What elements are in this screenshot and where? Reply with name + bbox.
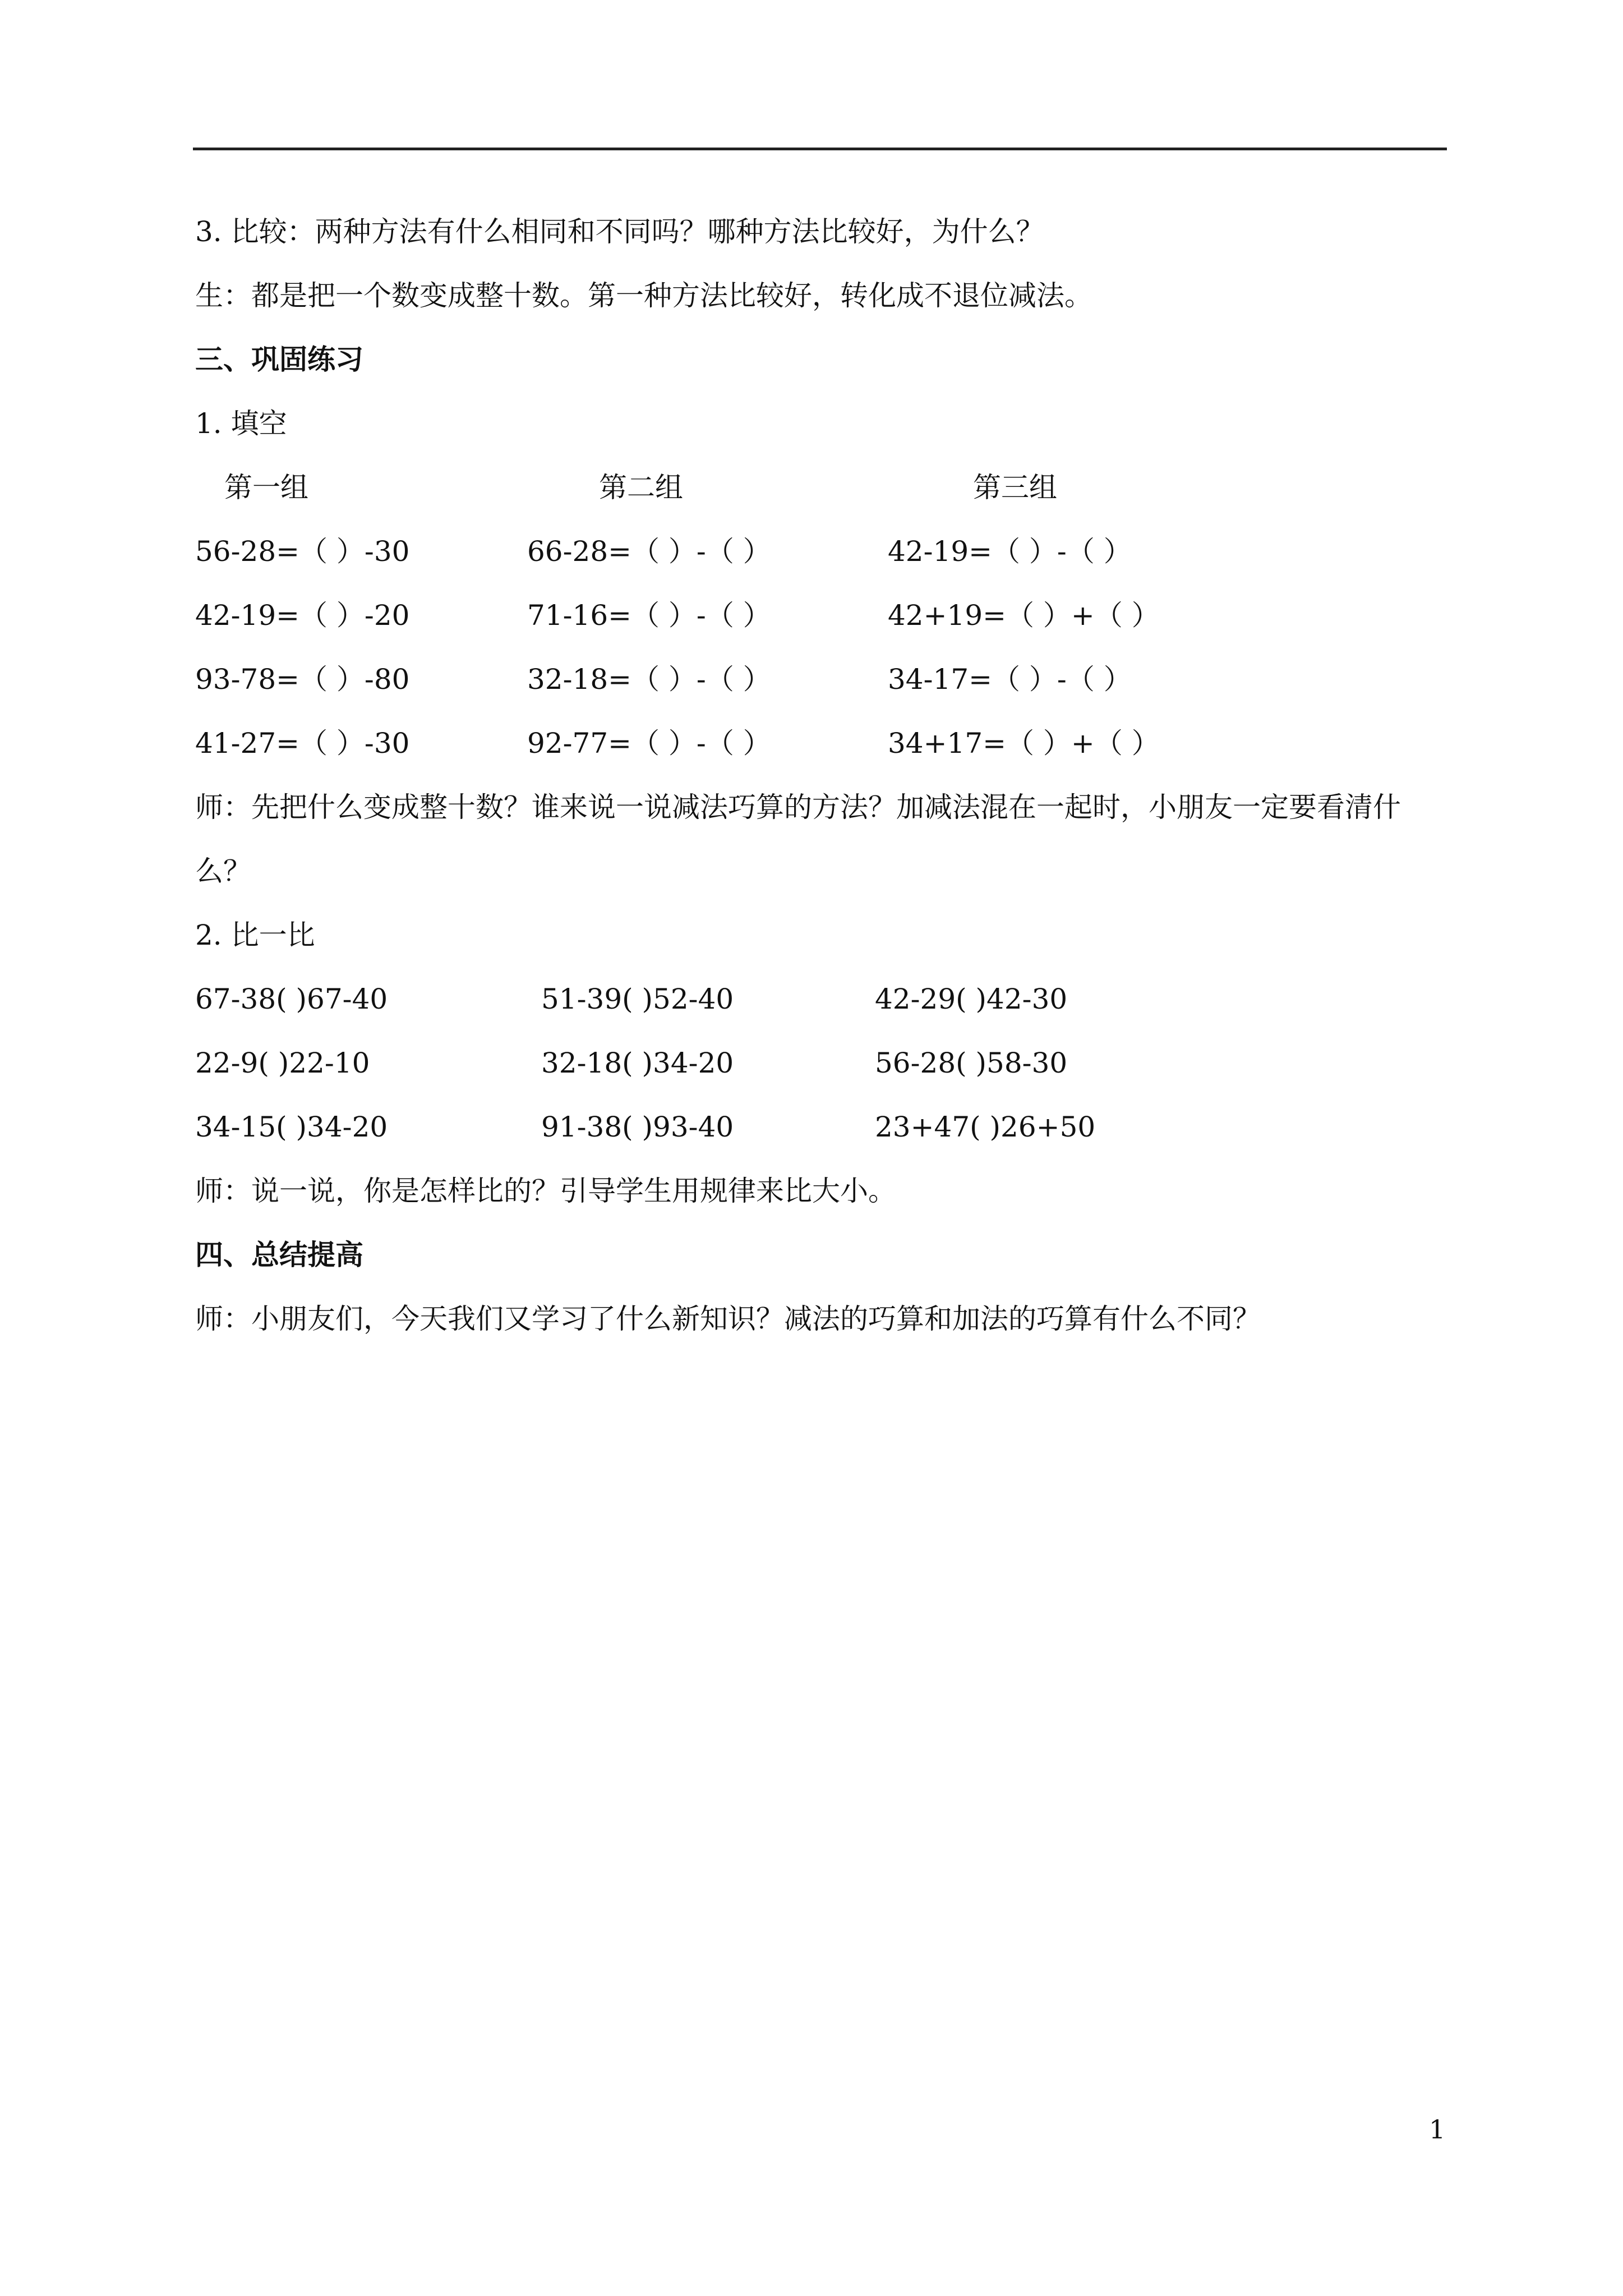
teacher-prompt-1-line-2: 么？: [195, 855, 251, 887]
fill-row-1-col-3: 42-19=（ ）-（ ）: [888, 535, 1132, 568]
exercise-2-title: 2. 比一比: [195, 919, 315, 951]
teacher-prompt-1-line-1: 师：先把什么变成整十数？谁来说一说减法巧算的方法？加减法混在一起时，小朋友一定要看清什: [195, 791, 1401, 823]
fill-row-4-col-2: 92-77=（ ）-（ ）: [527, 727, 771, 760]
compare-row-2-col-1: 22-9( )22-10: [195, 1047, 370, 1079]
group-2-heading: 第二组: [599, 471, 683, 504]
compare-row-3-col-2: 91-38( )93-40: [541, 1111, 734, 1143]
section-heading-4: 四、总结提高: [195, 1238, 363, 1271]
header-rule: [193, 148, 1447, 150]
compare-row-2-col-3: 56-28( )58-30: [875, 1047, 1068, 1079]
teacher-prompt-2: 师：说一说，你是怎样比的？引导学生用规律来比大小。: [195, 1175, 896, 1207]
compare-row-1-col-1: 67-38( )67-40: [195, 983, 388, 1015]
fill-row-3-col-3: 34-17=（ ）-（ ）: [888, 663, 1132, 696]
student-answer-line: 生：都是把一个数变成整十数。第一种方法比较好，转化成不退位减法。: [195, 279, 1092, 312]
fill-row-2-col-3: 42+19=（ ）+（ ）: [888, 599, 1160, 632]
fill-row-3-col-1: 93-78=（ ）-80: [195, 663, 410, 696]
fill-row-1-col-2: 66-28=（ ）-（ ）: [527, 535, 771, 568]
compare-row-3-col-3: 23+47( )26+50: [875, 1111, 1096, 1143]
group-3-heading: 第三组: [973, 471, 1057, 504]
compare-row-3-col-1: 34-15( )34-20: [195, 1111, 388, 1143]
teacher-prompt-3: 师：小朋友们，今天我们又学习了什么新知识？减法的巧算和加法的巧算有什么不同？: [195, 1303, 1261, 1335]
group-1-heading: 第一组: [224, 471, 308, 504]
question-3-line: 3. 比较：两种方法有什么相同和不同吗？哪种方法比较好，为什么？: [195, 215, 1044, 248]
section-heading-3: 三、巩固练习: [195, 343, 363, 376]
page-number: 1: [1429, 2114, 1446, 2145]
compare-row-1-col-3: 42-29( )42-30: [875, 983, 1068, 1015]
fill-row-4-col-3: 34+17=（ ）+（ ）: [888, 727, 1160, 760]
compare-row-1-col-2: 51-39( )52-40: [541, 983, 734, 1015]
fill-row-3-col-2: 32-18=（ ）-（ ）: [527, 663, 771, 696]
fill-row-2-col-1: 42-19=（ ）-20: [195, 599, 410, 632]
fill-row-2-col-2: 71-16=（ ）-（ ）: [527, 599, 771, 632]
fill-row-1-col-1: 56-28=（ ）-30: [195, 535, 410, 568]
fill-row-4-col-1: 41-27=（ ）-30: [195, 727, 410, 760]
exercise-1-title: 1. 填空: [195, 407, 287, 440]
compare-row-2-col-2: 32-18( )34-20: [541, 1047, 734, 1079]
